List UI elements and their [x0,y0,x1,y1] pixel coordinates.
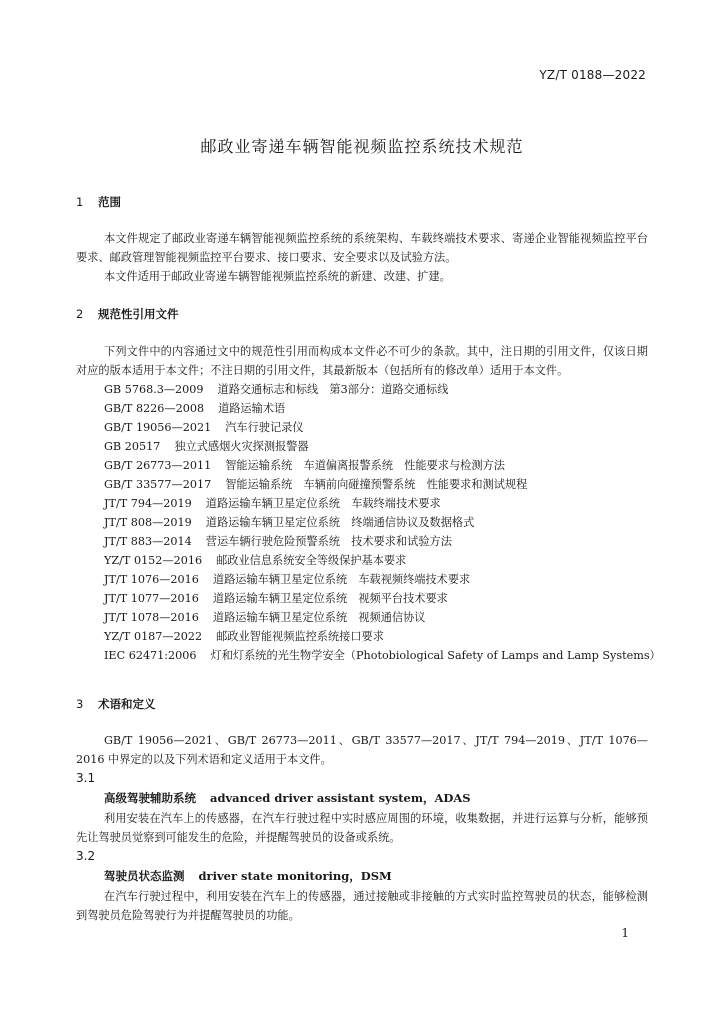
reference-item [104,418,664,437]
reference-title: 道路运输车辆卫星定位系统 视频平台技术要求 [212,592,448,605]
term-name-en: advanced driver assistant system，ADAS [210,791,471,805]
scope-paragraph-2: 本文件适用于邮政业寄递车辆智能视频监控系统的新建、改建、扩建。 [104,270,451,283]
section-2-heading [76,306,179,322]
section-title: 范围 [98,195,121,209]
reference-item [104,494,664,513]
reference-title: 智能运输系统 车道偏离报警系统 性能要求与检测方法 [225,459,505,472]
reference-title: 汽车行驶记录仪 [225,421,304,434]
reference-code: GB/T 19056—2021 [104,421,212,434]
references-intro: 下列文件中的内容通过文中的规范性引用而构成本文件必不可少的条款。其中，注日期的引用文件，仅该日期对应的版本适用于本文件；不注日期的引用文件，其最新版本（包括所有的修改单）适用于本文件。 [76,345,648,377]
reference-code: YZ/T 0152—2016 [104,554,203,567]
scope-paragraph-1: 本文件规定了邮政业寄递车辆智能视频监控系统的系统架构、车载终端技术要求、寄递企业智能视频监控平台要求、邮政管理智能视频监控平台要求、接口要求、安全要求以及试验方法。 [76,232,648,264]
term-number: 3.1 [76,771,96,785]
reference-code: JT/T 794—2019 [104,497,192,510]
term-heading [104,790,471,806]
reference-code: GB/T 8226—2008 [104,402,205,415]
reference-item [104,475,664,494]
reference-item [104,608,664,627]
reference-code: JT/T 1078—2016 [104,611,199,624]
term-definition: 在汽车行驶过程中，利用安装在汽车上的传感器，通过接触或非接触的方式实时监控驾驶员的状态，能够检测到驾驶员危险驾驶行为并提醒驾驶员的功能。 [76,890,648,922]
reference-title: 道路运输车辆卫星定位系统 终端通信协议及数据格式 [205,516,475,529]
section-number: 2 [76,307,84,321]
reference-code: JT/T 808—2019 [104,516,192,529]
reference-title: 道路运输车辆卫星定位系统 车载视频终端技术要求 [212,573,471,586]
page-number: 1 [621,926,629,940]
reference-code: GB/T 26773—2011 [104,459,212,472]
reference-title: 智能运输系统 车辆前向碰撞预警系统 性能要求和测试规程 [225,478,528,491]
reference-code: YZ/T 0187—2022 [104,630,203,643]
reference-code: GB/T 33577—2017 [104,478,212,491]
reference-code: JT/T 1077—2016 [104,592,199,605]
term-name-en: driver state monitoring，DSM [198,869,392,883]
reference-title: 邮政业智能视频监控系统接口要求 [216,630,384,643]
reference-item [104,399,664,418]
section-1-heading [76,194,121,210]
term-name-zh: 驾驶员状态监测 [104,869,185,883]
reference-code: IEC 62471:2006 [104,649,197,662]
term-name-zh: 高级驾驶辅助系统 [104,791,196,805]
reference-item [104,589,664,608]
reference-title: 道路运输车辆卫星定位系统 车载终端技术要求 [205,497,441,510]
reference-title: 邮政业信息系统安全等级保护基本要求 [216,554,407,567]
reference-item [104,570,664,589]
term-definition: 利用安装在汽车上的传感器，在汽车行驶过程中实时感应周围的环境，收集数据，并进行运算与分析，能够预先让驾驶员觉察到可能发生的危险，并提醒驾驶员的设备或系统。 [76,812,648,844]
reference-title: 独立式感烟火灾探测报警器 [174,440,309,453]
terms-intro: GB/T 19056—2021、GB/T 26773—2011、GB/T 33577—2017、JT/T 794—2019、JT/T 1076—2016 中界定的以及下列术语和定义适用于本文件。 [76,734,648,766]
section-3-heading [76,696,156,712]
reference-title: 营运车辆行驶危险预警系统 技术要求和试验方法 [205,535,452,548]
reference-code: GB 20517 [104,440,161,453]
reference-title: 道路运输车辆卫星定位系统 视频通信协议 [212,611,426,624]
reference-title: 道路交通标志和标线 第3部分：道路交通标线 [217,383,449,396]
term-heading [104,868,392,884]
section-number: 3 [76,697,84,711]
reference-code: JT/T 1076—2016 [104,573,199,586]
reference-code: GB 5768.3—2009 [104,383,204,396]
section-title: 术语和定义 [98,697,156,711]
reference-item [104,551,664,570]
reference-title: 灯和灯系统的光生物学安全（Photobiological Safety of Lamps and Lamp Systems） [210,649,661,662]
section-number: 1 [76,195,84,209]
document-title: 邮政业寄递车辆智能视频监控系统技术规范 [200,137,524,156]
reference-item [104,380,664,399]
reference-item [104,646,664,665]
reference-item [104,456,664,475]
reference-code: JT/T 883—2014 [104,535,192,548]
reference-list [104,380,664,665]
reference-item [104,532,664,551]
reference-item [104,437,664,456]
reference-item [104,513,664,532]
reference-item [104,627,664,646]
section-title: 规范性引用文件 [98,307,179,321]
term-number: 3.2 [76,849,96,863]
standard-code: YZ/T 0188—2022 [539,68,646,82]
reference-title: 道路运输术语 [218,402,286,415]
